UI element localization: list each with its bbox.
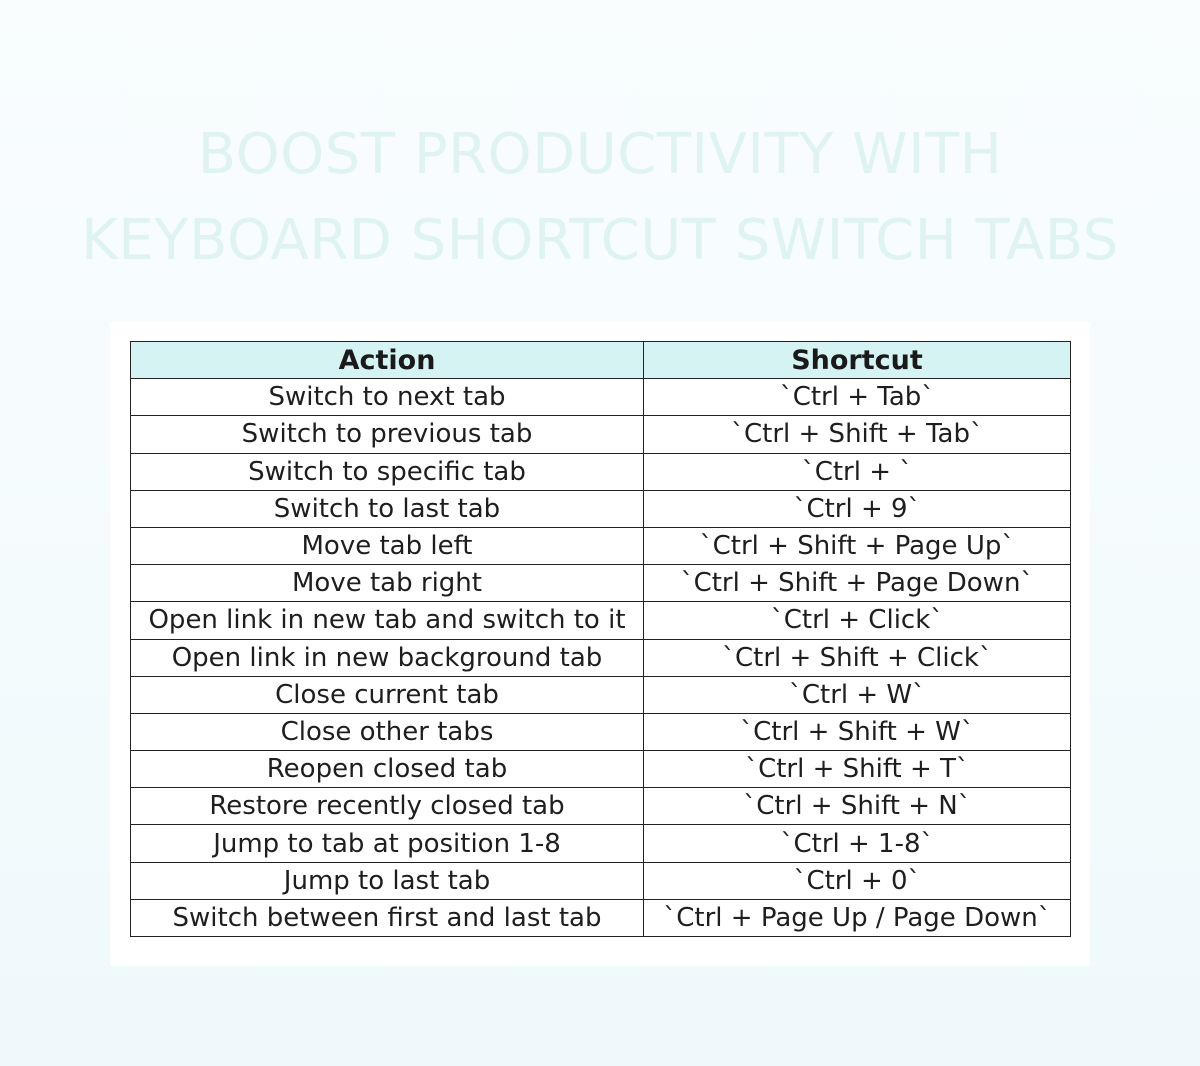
title-line-1: BOOST PRODUCTIVITY WITH	[197, 122, 1003, 187]
action-cell: Close other tabs	[131, 713, 644, 750]
header-shortcut: Shortcut	[644, 342, 1071, 379]
table-header-row	[131, 342, 1071, 379]
table-row	[131, 825, 1071, 862]
shortcut-cell: `Ctrl + Shift + T`	[644, 751, 1071, 788]
table-row	[131, 713, 1071, 750]
table-row	[131, 862, 1071, 899]
shortcut-cell: `Ctrl + Page Up / Page Down`	[644, 899, 1071, 936]
table-row	[131, 899, 1071, 936]
action-cell: Move tab right	[131, 565, 644, 602]
table-row	[131, 602, 1071, 639]
shortcut-cell: `Ctrl + 9`	[644, 490, 1071, 527]
shortcut-cell: `Ctrl + `	[644, 453, 1071, 490]
shortcut-cell: `Ctrl + Shift + Page Up`	[644, 527, 1071, 564]
action-cell: Reopen closed tab	[131, 751, 644, 788]
shortcut-cell: `Ctrl + Shift + W`	[644, 713, 1071, 750]
table-row	[131, 565, 1071, 602]
shortcut-cell: `Ctrl + W`	[644, 676, 1071, 713]
action-cell: Open link in new tab and switch to it	[131, 602, 644, 639]
table-row	[131, 527, 1071, 564]
shortcut-cell: `Ctrl + 0`	[644, 862, 1071, 899]
table-row	[131, 788, 1071, 825]
title-line-2: KEYBOARD SHORTCUT SWITCH TABS	[81, 208, 1119, 273]
shortcut-cell: `Ctrl + Shift + Tab`	[644, 416, 1071, 453]
shortcut-cell: `Ctrl + Click`	[644, 602, 1071, 639]
page-title	[0, 112, 1200, 284]
shortcut-cell: `Ctrl + Shift + Click`	[644, 639, 1071, 676]
table-row	[131, 453, 1071, 490]
table-row	[131, 490, 1071, 527]
table-row	[131, 676, 1071, 713]
table-row	[131, 639, 1071, 676]
action-cell: Restore recently closed tab	[131, 788, 644, 825]
action-cell: Jump to last tab	[131, 862, 644, 899]
action-cell: Open link in new background tab	[131, 639, 644, 676]
action-cell: Switch between first and last tab	[131, 899, 644, 936]
action-cell: Switch to last tab	[131, 490, 644, 527]
table-row	[131, 379, 1071, 416]
action-cell: Switch to next tab	[131, 379, 644, 416]
action-cell: Switch to previous tab	[131, 416, 644, 453]
shortcut-cell: `Ctrl + Tab`	[644, 379, 1071, 416]
action-cell: Jump to tab at position 1-8	[131, 825, 644, 862]
action-cell: Switch to specific tab	[131, 453, 644, 490]
action-cell: Close current tab	[131, 676, 644, 713]
shortcut-cell: `Ctrl + 1-8`	[644, 825, 1071, 862]
table-row	[131, 416, 1071, 453]
action-cell: Move tab left	[131, 527, 644, 564]
shortcut-cell: `Ctrl + Shift + Page Down`	[644, 565, 1071, 602]
shortcuts-table	[130, 341, 1071, 937]
header-action: Action	[131, 342, 644, 379]
table-row	[131, 751, 1071, 788]
shortcut-cell: `Ctrl + Shift + N`	[644, 788, 1071, 825]
